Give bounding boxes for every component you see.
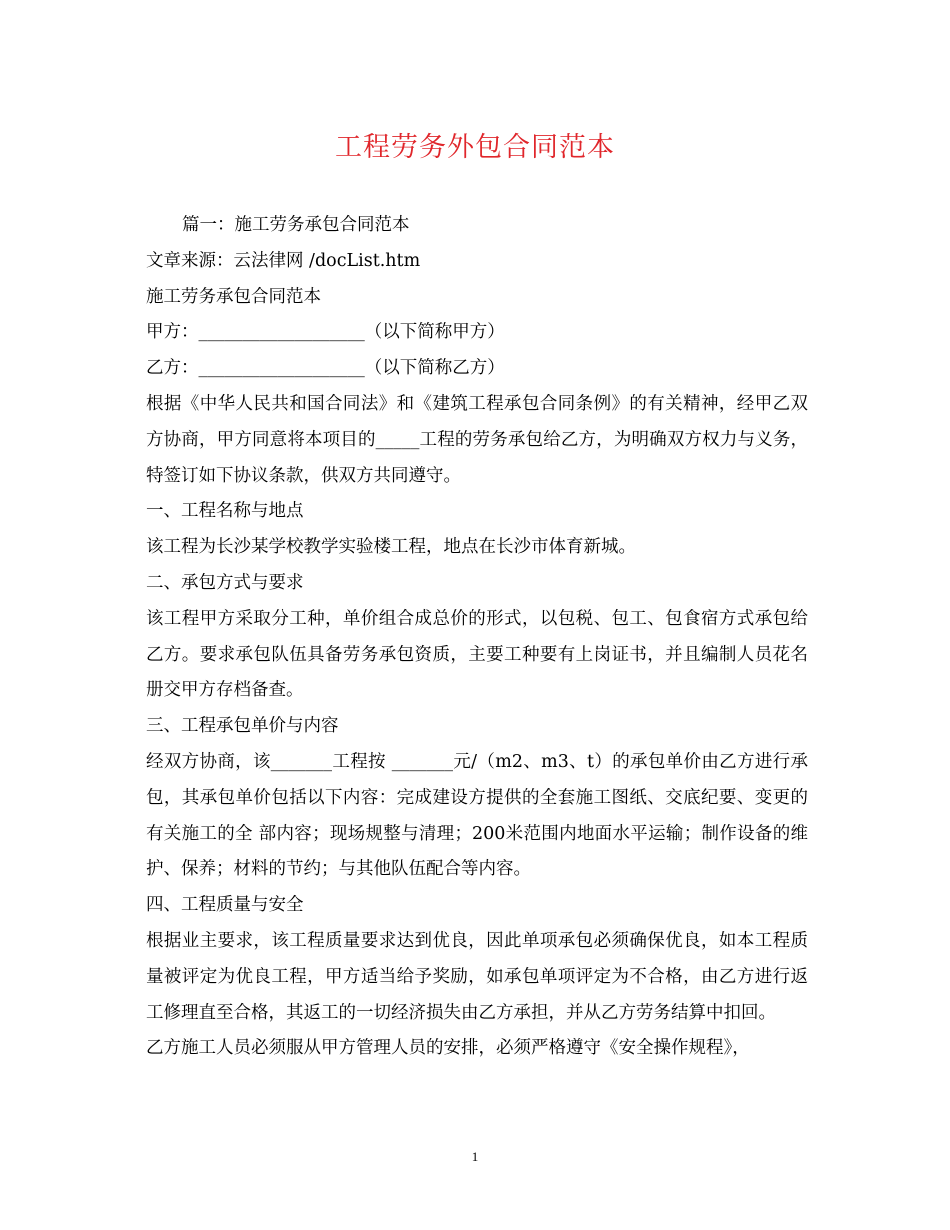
document-title: 工程劳务外包合同范本: [335, 132, 615, 163]
clause-heading-1: 一、工程名称与地点: [146, 501, 304, 522]
clause-2-body: 该工程甲方采取分工种，单价组合成总价的形式，以包税、包工、包食宿方式承包给乙方。要求承包队伍具备劳务承包资质，主要工种要有上岗证书，并且编制人员花名册交甲方存档备查。: [146, 608, 808, 701]
page-number: 1: [471, 1149, 479, 1164]
source-line: 文章来源：云法律网 /docList.htm: [146, 250, 421, 271]
clause-heading-3: 三、工程承包单价与内容: [146, 716, 339, 737]
section-heading-part-one: 篇一：施工劳务承包合同范本: [182, 215, 410, 235]
document-body: [146, 208, 808, 1067]
clause-heading-4: 四、工程质量与安全: [146, 895, 304, 916]
party-b-line: 乙方：___________________（以下简称乙方）: [146, 358, 505, 379]
clause-4-body: 根据业主要求，该工程质量要求达到优良，因此单项承包必须确保优良，如本工程质量被评定为优良工程，甲方适当给予奖励，如承包单项评定为不合格，由乙方进行返工修理直至合格，其返工的一切经济损失由乙方承担，并从乙方劳务结算中扣回。: [146, 930, 808, 1023]
contract-subtitle: 施工劳务承包合同范本: [146, 286, 321, 307]
clause-4-body-continued: 乙方施工人员必须服从甲方管理人员的安排，必须严格遵守《安全操作规程》，: [146, 1038, 750, 1059]
clause-1-body: 该工程为长沙某学校教学实验楼工程，地点在长沙市体育新城。: [146, 537, 636, 558]
party-a-line: 甲方：___________________（以下简称甲方）: [146, 322, 505, 343]
clause-3-body: 经双方协商，该_______工程按 _______元/（m2、m3、t）的承包单价由乙方进行承包，其承包单价包括以下内容：完成建设方提供的全套施工图纸、交底纪要、变更的有关施工的全 部内容；现场规整与清理；200米范围内地面水平运输；制作设备的维护、保养；材料的节约；与其他队伍配合等内容。: [146, 751, 808, 880]
preamble-paragraph: 根据《中华人民共和国合同法》和《建筑工程承包合同条例》的有关精神，经甲乙双方协商，甲方同意将本项目的_____工程的劳务承包给乙方，为明确双方权力与义务，特签订如下协议条款，供双方共同遵守。: [146, 393, 808, 486]
clause-heading-2: 二、承包方式与要求: [146, 572, 304, 593]
